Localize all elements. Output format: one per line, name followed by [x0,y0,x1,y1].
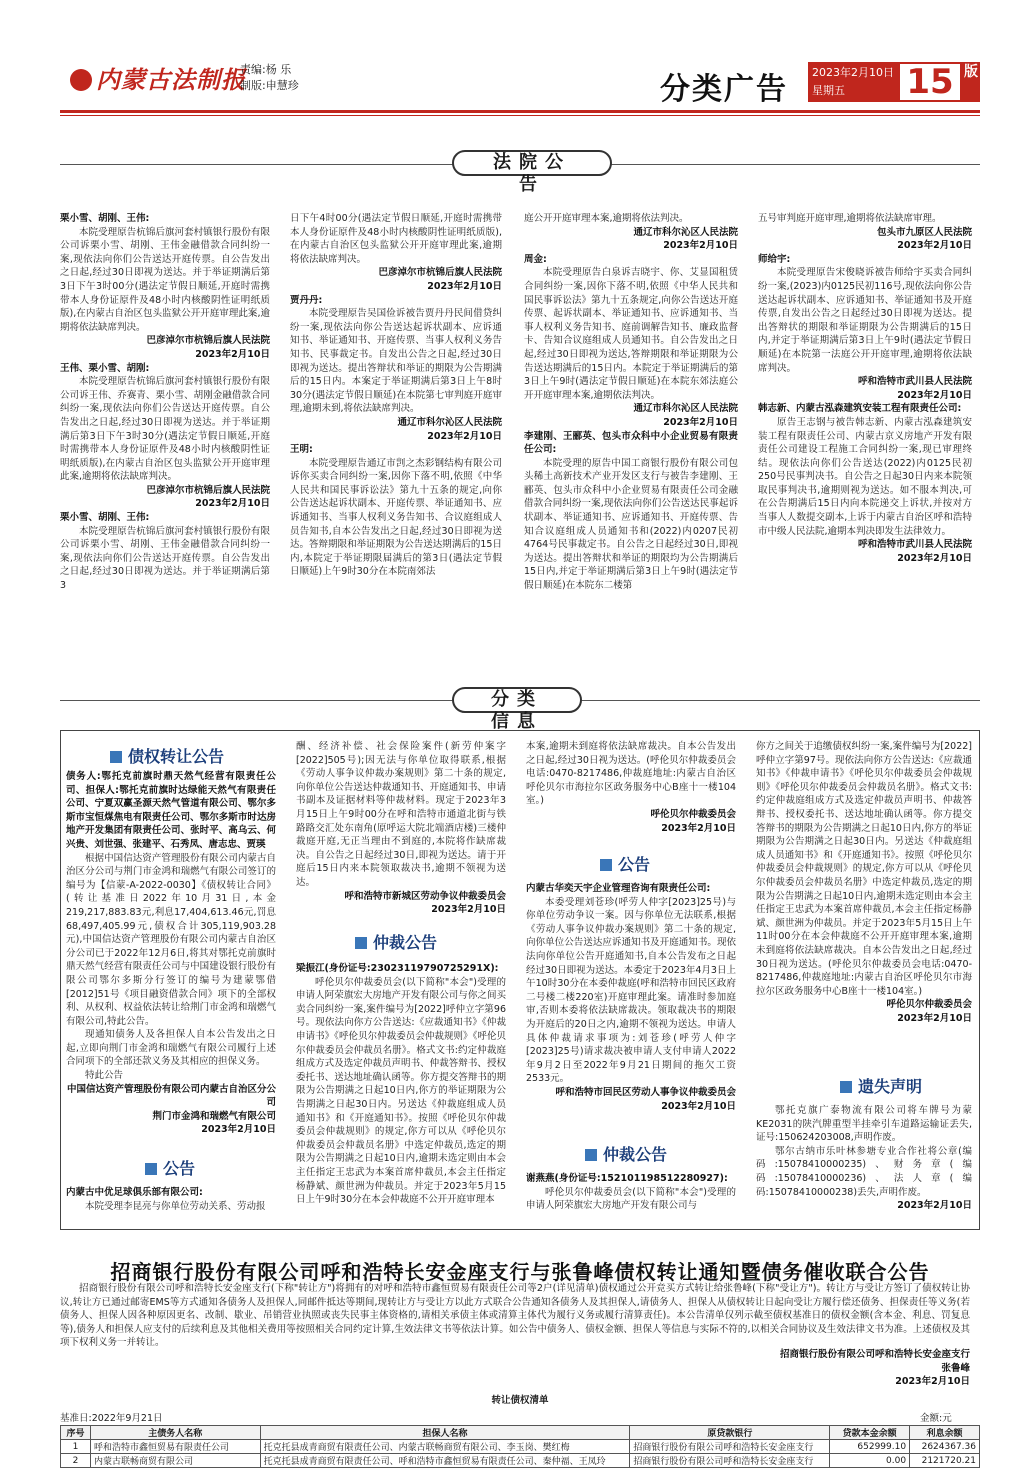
notice-signature: 包头市九原区人民法院 [876,226,972,238]
notice-title-2: 公告 [600,852,650,875]
notice-paragraph: 鄂尔古纳市乐叶林参塘专业合作社将公章(编码:15078410000235)、财务章(编码:15078410000236)、法人章(编码:15078410000238)丢失,声明作废。 [756,1145,972,1198]
square-bullet-icon [110,751,122,763]
notice-date: 2023年2月10日 [661,822,736,834]
notice-paragraph-cont: 你方之间关于追缴债权纠纷一案,案件编号为[2022]呼仲立字第97号。现依法向你方公告送达:《应裁通知书》《仲裁申请书》《呼伦贝尔仲裁委员会仲裁规则》《呼伦贝尔仲裁委员会仲裁员名册》。格式文书:约定仲裁庭组成方式及选定仲裁员声明书、仲裁答辩书、授权委托书、送达地址确认函等。你方提交答辩书的期限为公告期满之日起10日内,你方的举证期限为公告期满之日起30日内。另送达《仲裁庭组成人员通知书》和《开庭通知书》。按照《呼伦贝尔仲裁委员会仲裁规则》的规定,你方可以从《呼伦贝尔仲裁委员会仲裁员名册》中选定仲裁员,选定的期限为公告期满之日起10日内,逾期未选定则由本会主任指定王忠武为本案首席仲裁员,本会主任指定杨静斌、颜世洲为仲裁员。并定于2023年5月15日上午11时00分在本会仲裁庭不公开开庭审理本案,逾期未到庭将依法缺席裁决。自本公告发出之日起,经过30日视为送达。(呼伦贝尔仲裁委员会电话:0470-8217486,仲裁庭地址:内蒙古自治区呼伦贝尔市海拉尔区政务服务中心B座十一楼104室。) [756,741,972,997]
notice-paragraph: 本院受理原告杭锦后旗河套村镇银行股份有限公司诉王伟、乔赛青、栗小雪、胡刚金融借款合同纠纷一案,现依法向你们公告送达开庭传票。自公告发出之日起,经过30日即视为送达。并于举证期满后第3日下午3时30分(遇法定节假日顺延,开庭时需携带本人身份证原件及48小时内核酸阴性证明纸质版),在内蒙古自治区包头监狱公开开庭审理此案,逾期将依法缺席判决。 [60,376,270,483]
debt-transfer-title: 债权转让公告 [110,744,224,767]
logo-text: 内蒙古法制报 [96,65,246,94]
notice-signature: 通辽市科尔沁区人民法院 [633,226,738,238]
notice-addressee: 周金: [524,253,547,265]
notice-title-1: 公告 [145,1156,195,1179]
notice-paragraph: 根据中国信达资产管理股份有限公司内蒙古自治区分公司与荆门市金鸿和瑞燃气有限公司签订的编号为【信蒙-A-2022-0030】《债权转让合同》(转让基准日2022年10月31日,本金219,217,883.83元,利息17,404,613.46元,罚息68,497,405.99元,债权合计305,119,903.28元),中国信达资产管理股份有限公司内蒙古自治区分公司已于2022年12月6日,将其对鄂托克前旗时鼎天然气经营有限责任公司与中国建设银行股份有限公司鄂尔多斯分行签订的编号为建蒙鄂借[2012]51号《项目融资借款合同》项下的全部权利、从权利、权益依法转让给荆门市金鸿和瑞燃气有限公司,特此公告。 [66,852,276,1027]
notice-addressee: 谢燕燕(身份证号:152101198512280927): [526,1173,728,1184]
joint-notice-signature [660,1348,970,1389]
notice-date: 2023年2月10日 [427,430,502,442]
producer-line: 制版:申慧珍 [240,79,299,92]
notice-signature: 呼和浩特市新城区劳动争议仲裁委员会 [344,890,506,902]
notice-signature: 呼和浩特市武川县人民法院 [857,539,972,551]
row-principal: 0.00 [830,1454,910,1468]
masthead [60,56,980,106]
notice-addressee: 贾丹丹: [290,294,323,306]
table-row [61,1454,980,1468]
notice-signature: 巴彦淖尔市杭锦后旗人民法院 [146,335,270,347]
lost-statement-body [756,1104,972,1220]
issue-weekday: 星期五 [812,84,845,97]
header-index: 序号 [61,1426,91,1440]
notice-paragraph-cont: 本案,逾期未到庭将依法缺席裁决。自本公告发出之日起,经过30日视为送达。(呼伦贝尔仲裁委员会电话:0470-8217486,仲裁庭地址:内蒙古自治区呼伦贝尔市海拉尔区政务服务中心B座十一楼104室。) [526,741,736,807]
notice-date: 2023年2月10日 [897,552,972,564]
notice-date: 2023年2月10日 [195,348,270,360]
notice-signature: 通辽市科尔沁区人民法院 [397,416,502,428]
notice-date: 2023年2月10日 [427,280,502,292]
notice-addressee: 栗小雪、胡刚、王伟: [60,512,150,524]
notice-paragraph: 呼伦贝尔仲裁委员会(以下简称"本会")受理的申请人阿荣旗宏大房地产开发有限公司与 [526,1186,736,1212]
signature-date: 2023年2月10日 [895,1376,970,1387]
row-debtor: 呼和浩特市鑫恒贸易有限责任公司 [90,1440,260,1454]
notice-signature: 呼伦贝尔仲裁委员会 [886,999,972,1011]
notice-body-1 [66,1186,276,1220]
logo-emblem-icon [70,69,92,91]
notice-date: 2023年2月10日 [201,1124,276,1136]
notice-signature: 巴彦淖尔市杭锦后旗人民法院 [146,484,270,496]
classified-info-banner: 分类信息 [452,687,582,713]
square-bullet-icon [145,1163,157,1175]
court-column-3 [524,212,738,652]
editor-line: 责编:杨 乐 [240,63,292,76]
row-guarantor: 托克托县成青商贸有限责任公司、内蒙古联畅商贸有限公司、李玉岗、樊红梅 [260,1440,630,1454]
notice-paragraph: 本院受理原告吴国俭诉被告贾丹丹民间借贷纠纷一案,现依法向你公告送达起诉状副本、应诉通知书、举证通知书、开庭传票、当事人权利义务告知书、民事裁定书。自发出公告之日起,经过30日即视为送达。提出答辩状和举证的期限为公告期满后的15日内。本案定于举证期满后第3日上午8时30分(遇法定节假日顺延)在本院第七审判庭开庭审理,逾期未到,将依法缺席判决。 [290,308,502,415]
editor-credits [240,62,299,94]
court-notice-banner: 法院公告 [452,150,612,176]
joint-notice-title: 招商银行股份有限公司呼和浩特长安金座支行与张鲁峰债权转让通知暨债务催收联合公告 [110,1260,930,1284]
row-interest: 2121720.21 [910,1454,980,1468]
page-number: 15 [898,62,962,102]
table-base-date: 基准日:2022年9月21日 [60,1413,163,1424]
court-column-1 [60,212,270,652]
notice-paragraph: 本院受理原告白泉诉吉晓宇、你、艾显国租赁合同纠纷一案,因你下落不明,依照《中华人民共和国民事诉讼法》第九十五条规定,向你公告送达开庭传票、起诉状副本、举证通知书、应诉通知书、当事人权利义务告知书、庭前调解告知书、廉政监督卡、告知合议庭组成人员通知书。自公告发出之日起,经过30日即视为送达,答辩期限和举证期限为公告送达期满后的15日内。本院定于举证期满后的第3日上午9时(遇法定节假日顺延)在本院东郊法庭公开开庭审理本案,逾期依法判决。 [524,267,738,401]
arbitration-notice-2 [526,1172,736,1220]
arbitration-title-1: 仲裁公告 [355,930,437,953]
notice-addressee: 王明: [290,444,313,456]
header-guarantor: 担保人名称 [260,1426,630,1440]
table-row [61,1440,980,1454]
notice-paragraph: 本院受理原告杭锦后旗河套村镇银行股份有限公司诉栗小雪、胡刚、王伟金融借款合同纠纷一案,现依法向你们公告送达开庭传票。自公告发出之日起,经过30日即视为送达。并于举证期满后第3日下午3时00分(遇法定节假日顺延,开庭时需携带本人身份证原件及48小时内核酸阴性证明纸质版),在内蒙古自治区包头监狱公开开庭审理此案,逾期将依法缺席判决。 [60,226,270,333]
debt-list-table [60,1425,980,1468]
newspaper-logo [70,60,246,95]
notice-signature: 荆门市金鸿和瑞燃气有限公司 [152,1110,276,1122]
row-bank: 招商银行股份有限公司呼和浩特长安金座支行 [630,1440,830,1454]
square-bullet-icon [585,1149,597,1161]
notice-signature: 巴彦淖尔市杭锦后旗人民法院 [378,267,502,279]
debt-transfer-notice [66,770,276,1146]
notice-paragraph-cont: 庭公开开庭审理本案,逾期将依法判决。 [524,213,689,224]
row-debtor: 内蒙古联畅商贸有限公司 [90,1454,260,1468]
arbitration-title-2: 仲裁公告 [585,1142,667,1165]
section-title: 分类广告 [660,72,788,107]
notice-addressee: 韩志新、内蒙古泓森建筑安装工程有限责任公司: [758,403,962,415]
notice-signature: 呼伦贝尔仲裁委员会 [650,808,736,820]
arbitration-notice-1-cont [526,740,736,836]
notice-date: 2023年2月10日 [661,1100,736,1112]
square-bullet-icon [840,1081,852,1093]
header-interest: 利息余额 [910,1426,980,1440]
notice-paragraph: 原告王志钢与被告韩志新、内蒙古泓森建筑安装工程有限责任公司、内蒙古京义房地产开发有限责任公司建设工程施工合同纠纷一案,现已审理终结。现依法向你们公告送达(2022)内0125民初250号民事判决书。自公告之日起30日内来本院领取民事判决书,逾期则视为送达。如不服本判决,可在公告期满后15日内向本院递交上诉状,并按对方当事人人数提交副本,上诉于内蒙古自治区呼和浩特市中级人民法院,逾期本判决即发生法律效力。 [758,416,972,537]
masthead-rule [60,110,980,113]
notice-addressee: 内蒙古中优足球俱乐部有限公司: [66,1187,203,1198]
square-bullet-icon [355,937,367,949]
notice-addressee: 王伟、栗小雪、胡刚: [60,362,150,374]
notice-paragraph-cont: 日下午4时00分(遇法定节假日顺延,开庭时需携带本人身份证原件及48小时内核酸阴性证明纸质版),在内蒙古自治区包头监狱公开开庭审理此案,逾期将依法缺席判决。 [290,213,502,265]
labor-arbitration-notice [296,740,506,920]
notice-signature: 通辽市科尔沁区人民法院 [633,403,738,415]
notice-paragraph: 本院受理原告通辽市剀之杰彩钢结构有限公司诉你买卖合同纠纷一案,因你下落不明,依照《中华人民共和国民事诉讼法》第九十五条的规定,向你公告送达起诉状副本、开庭传票、举证通知书、应诉通知书、当事人权利义务告知书、合议庭组成人员告知书,自本公告发出之日起,经过30日即视为送达。答辩期限和举证期限为公告送达期满后的15日内,本院定于举证期限届满后的第3日(遇法定节假日顺延)上午9时30分在本院南郊法 [290,457,502,578]
notice-paragraph: 本院受理原告宋俊晓诉被告师给宇买卖合同纠纷一案,(2023)内0125民初116号,现依法向你公告送达起诉状副本、应诉通知书、举证通知书及开庭传票,自发出公告之日起经过30日即视为送达。提出答辩状的期限和举证期限为公告期满后的15日内,并定于举证期满后第3日上午9时(遇法定节假日顺延)在本院第一法庭公开开庭审理,逾期将依法缺席判决。 [758,267,972,374]
court-column-2 [290,212,502,652]
joint-notice-body: 招商银行股份有限公司呼和浩特长安金座支行(下称"转让方")将拥有的对呼和浩特市鑫恒贸易有限责任公司等2户(详见清单)债权通过公开竞买方式转让给张鲁峰(下称"受让方")。转让方与受让方签订了债权转让协议,转让方已通过邮寄EMS等方式通知各债务人及担保人,同邮件抵达等期间,现转让方与受让方以此方式联合公告通知各债务人及其担保人,请债务人、担保人从债权转让日起向受让方履行偿还债务、担保责任等义务(若债务人、担保人因各种原因更名、改制、歇业、吊销营业执照或丧失民事主体资格的,请相关承债主体或清算主体代为履行义务或履行清算责任)。本公告清单仅列示截至债权基准日的债权金额(含本金、利息、罚复息等),债务人和担保人应支付的后续利息及其他相关费用等按照相关合同约定计算,生效法律文书等依法计算。如公告中债务人、债权金额、担保人等信息与实际不符的,以相关合同协议及生效法律文书为准。上述债权及其项下权利义务一并转让。 [60,1283,970,1348]
header-principal: 贷款本金余额 [830,1426,910,1440]
notice-signature: 呼和浩特市武川县人民法院 [857,376,972,388]
row-interest: 2624367.36 [910,1440,980,1454]
notice-date: 2023年2月10日 [431,904,506,916]
notice-signature: 中国信达资产管理股份有限公司内蒙古自治区分公司 [66,1083,276,1109]
notice-addressee: 李建刚、王郦英、包头市众科中小企业贸易有限责任公司: [524,430,738,456]
notice-paragraph-cont: 酬、经济补偿、社会保险案件(新劳仲案字[2022]505号);因无法与你单位取得联系,根据《劳动人事争议仲裁办案规则》第二十条的规定,向你单位公告送达仲裁通知书、开庭通知书、申请书副本及证据材料等仲裁材料。现定于2023年3月15日上午9时00分在呼和浩特市通道北街与铁路路交汇处东南角(原呼运大院北端酒店楼)三楼仲裁庭开庭,无正当理由不到庭的,本院将作缺席裁决。自公告之日起经过30日,即视为送达。请于开庭后15日内来本院领取裁决书,逾期不领视为送达。 [296,741,506,888]
notice-body-2 [526,882,736,1132]
row-principal: 652999.10 [830,1440,910,1454]
header-debtor: 主债务人名称 [90,1426,260,1440]
notice-paragraph: 本院受理李昆亮与你单位劳动关系、劳动报 [85,1200,266,1212]
notice-paragraph: 本委受理刘苍珍(呼劳人仲字[2023]25号)与你单位劳动争议一案。因与你单位无法联系,根据《劳动人事争议仲裁办案规则》第二十条的规定,向你单位公告送达应诉通知书及开庭通知书。现依法向你单位公告开庭通知书,自本公告发布之日起经过30日即视为送达。本委定于2023年4月3日上午10时30分在本委仲裁庭(呼和浩特市回民区政府二号楼二楼220室)开庭审理此案。请准时参加庭审,否则本委将依法缺席裁决。领取裁决书的期限为开庭后的20日之内,逾期不领视为送达。申请人具体仲裁请求事项为:刘苍珍(呼劳人仲字[2023]25号)请求裁决被申请人支付申请人2022年9月2日至2022年9月21日期间的拖欠工资2533元。 [526,896,736,1085]
notice-date: 2023年2月10日 [195,498,270,510]
court-column-4 [758,212,972,652]
square-bullet-icon [600,859,612,871]
notice-date: 2023年2月10日 [897,240,972,252]
row-guarantor: 托克托县成青商贸有限责任公司、呼和浩特市鑫恒贸易有限责任公司、秦仲福、王凤玲 [260,1454,630,1468]
masthead-rule-thin [60,115,980,116]
notice-date: 2023年2月10日 [663,240,738,252]
notice-date: 2023年2月10日 [897,389,972,401]
notice-paragraph: 特此公告 [85,1070,124,1082]
signature-person: 张鲁峰 [941,1362,970,1374]
notice-paragraph: 本院受理的原告中国工商银行股份有限公司包头稀土高新技术产业开发区支行与被告李建刚、王郦英、包头市众科中小企业贸易有限责任公司金融借款合同纠纷一案,现依法向你们公告送达民事起诉状副本、举证通知书、应诉通知书、开庭传票、告知合议庭组成人员通知书和(2022)内0207民初4764号民事裁定书。自公告之日起经过30日,即视为送达。提出答辩状和举证的期限均为公告期满后15日内,并定于举证期满后第3日上午9时(遇法定节假日顺延)在本院东二楼第 [524,457,738,592]
notice-paragraph-cont: 五号审判庭开庭审理,逾期将依法缺席审理。 [758,213,942,224]
notice-signature: 呼和浩特市回民区劳动人事争议仲裁委员会 [555,1086,736,1098]
notice-date: 2023年2月10日 [897,1200,972,1212]
notice-addressee: 债务人:鄂托克前旗时鼎天然气经营有限责任公司、担保人:鄂托克前旗时达绿能天然气有限责任公司、宁夏双赢圣源天然气管道有限公司、鄂尔多斯市宝恒煤焦电有限责任公司、鄂尔多斯市时达房地产开发集团有限责任公司、张时平、高乌云、何兴贵、刘世强、张建平、石秀凤、唐志忠、贾瑛 [66,771,276,850]
arbitration-notice-2-cont [756,740,972,1064]
row-bank: 招商银行股份有限公司呼和浩特长安金座支行 [630,1454,830,1468]
notice-date: 2023年2月10日 [897,1012,972,1024]
signature-bank: 招商银行股份有限公司呼和浩特长安金座支行 [779,1349,970,1360]
table-unit: 金额:元 [920,1413,952,1424]
issue-date: 2023年2月10日 [812,66,894,79]
arbitration-notice-1 [296,962,506,1218]
notice-addressee: 栗小雪、胡刚、王伟: [60,213,150,224]
notice-date: 2023年2月10日 [663,416,738,428]
notice-addressee: 内蒙古华奕天宇企业管理咨询有限责任公司: [526,883,711,894]
notice-addressee: 梁振江(身份证号:23023119790725291X): [296,963,499,974]
page-label: 版 [962,62,980,102]
notice-paragraph: 现通知债务人及各担保人自本公告发出之日起,立即向荆门市金鸿和瑞燃气有限公司履行上述合同项下的全部还款义务及其相应的担保义务。 [66,1029,276,1068]
notice-addressee: 师给宇: [758,253,791,265]
notice-paragraph: 鄂托克旗广泰物流有限公司将车牌号为蒙KE2031的陕汽牌重型半挂牵引车道路运输证丢失,证号:150624203008,声明作废。 [756,1105,972,1144]
notice-paragraph: 呼伦贝尔仲裁委员会(以下简称"本会")受理的申请人阿荣旗宏大房地产开发有限公司与你之间买卖合同纠纷一案,案件编号为[2022]呼仲立字第96号。现依法向你方公告送达:《应裁通知书》《仲裁申请书》《呼伦贝尔仲裁委员会仲裁规则》《呼伦贝尔仲裁委员会仲裁员名册》。格式文书:约定仲裁庭组成方式及选定仲裁员声明书、仲裁答辩书、授权委托书、送达地址确认函等。你方提交答辩书的期限为公告期满之日起10日内,你方的举证期限为公告期满之日起30日内。另送达《仲裁庭组成人员通知书》和《开庭通知书》。按照《呼伦贝尔仲裁委员会仲裁规则》的规定,你方可以从《呼伦贝尔仲裁委员会仲裁员名册》中选定仲裁员,选定的期限为公告期满之日起10日内,逾期未选定则由本会主任指定王忠武为本案首席仲裁员,本会主任指定杨静斌、颜世洲为仲裁员。并定于2023年5月15日上午9时30分在本会仲裁庭不公开开庭审理本 [296,976,506,1206]
table-caption: 转让债权清单 [491,1395,549,1406]
table-header-row [61,1426,980,1440]
issue-date-box [808,62,898,102]
notice-paragraph: 本院受理原告杭锦后旗河套村镇银行股份有限公司诉栗小雪、胡刚、王伟金融借款合同纠纷一案,现依法向你们公告送达开庭传票。自公告发出之日起,经过30日即视为送达。并于举证期满后第3 [60,525,270,592]
row-index: 2 [61,1454,91,1468]
lost-statement-title: 遗失声明 [840,1074,922,1097]
header-bank: 原贷款银行 [630,1426,830,1440]
row-index: 1 [61,1440,91,1454]
